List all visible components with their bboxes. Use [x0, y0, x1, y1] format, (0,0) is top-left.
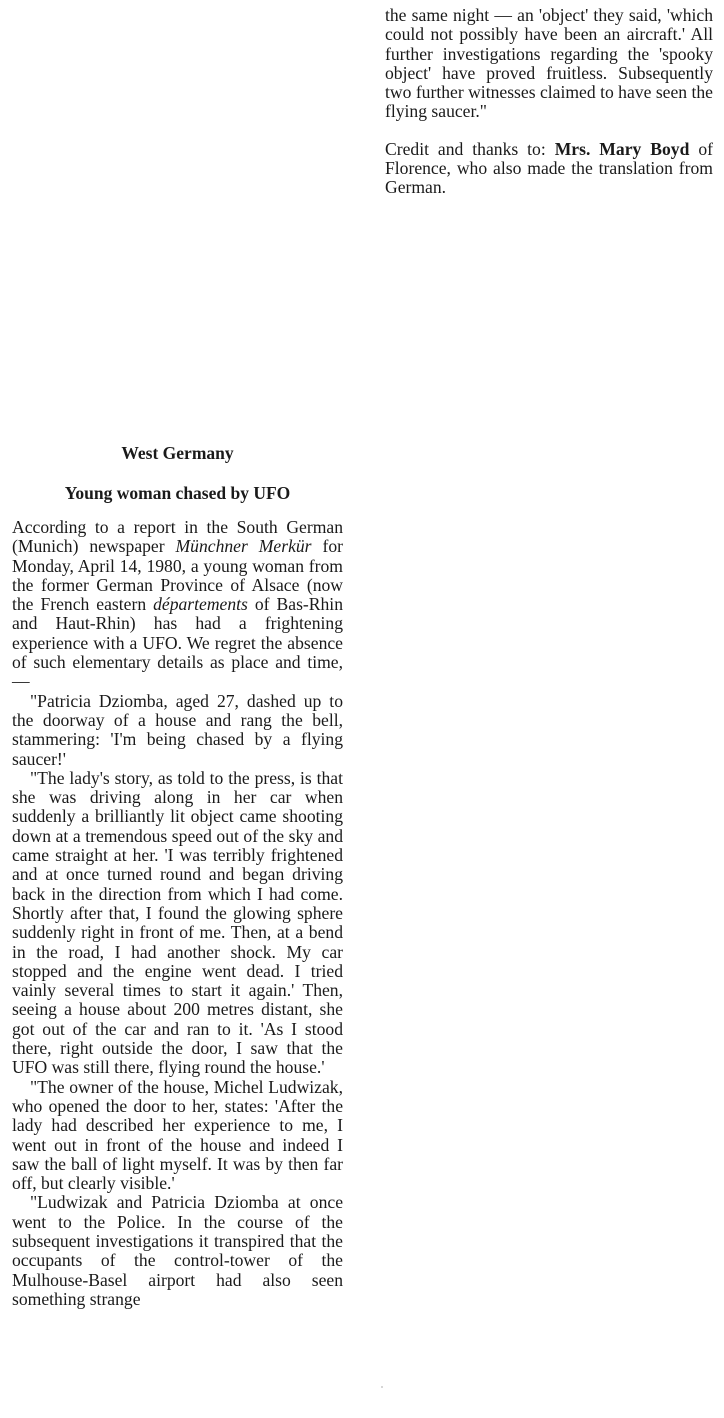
credit-suffix: of Florence, who also made the translation from German.	[385, 138, 713, 198]
credit-name: Mrs. Mary Boyd	[554, 138, 690, 159]
right-column	[385, 6, 713, 198]
departements-term: départements	[153, 594, 248, 615]
paragraph-police: "Ludwizak and Patricia Dziomba at once went to the Police. In the course of the subsequent investigations it transpired that the occupants of the control-tower of the Mulhouse-Basel airport had also seen something strange	[12, 1192, 343, 1309]
credit-prefix: Credit and thanks to:	[385, 138, 555, 159]
continued-paragraph: the same night — an 'object' they said, 'which could not possibly have been an aircraft.' All further investigations regarding the 'spooky object' have proved fruitless. Subsequently two further witnesses claimed to have seen the flying saucer."	[385, 5, 713, 122]
paragraph-doorway: "Patricia Dziomba, aged 27, dashed up to the doorway of a house and rang the bell, stammering: 'I'm being chased by a flying saucer!'	[12, 690, 343, 769]
intro-text-3: of Bas-Rhin and Haut-Rhin) has had a frightening experience with a UFO. We regret the absence of such elementary details as place and time,—	[12, 594, 343, 692]
article-column	[12, 442, 343, 1309]
intro-text-1: According to a report in the South German (Munich) newspaper	[12, 517, 343, 557]
paragraph-owner: "The owner of the house, Michel Ludwizak, who opened the door to her, states: 'After the lady had described her experience to me, I went out in front of the house and indeed I saw the ball of light myself. It was by then far off, but clearly visible.'	[12, 1076, 343, 1194]
intro-paragraph	[12, 518, 343, 692]
section-heading: West Germany	[121, 443, 234, 463]
credit-paragraph	[385, 140, 713, 198]
intro-text-2: for Monday, April 14, 1980, a young woman from the former German Province of Alsace (now the French eastern	[12, 536, 343, 615]
page-speck	[381, 1386, 383, 1388]
newspaper-name: Münchner Merkür	[175, 536, 312, 557]
paragraph-story: "The lady's story, as told to the press, is that she was driving along in her car when suddenly a brilliantly lit object came shooting down at a tremendous speed out of the sky and came straight at her. 'I was terribly frightened and at once turned round and began driving back in the direction from which I had come. Shortly after that, I found the glowing sphere suddenly right in front of me. Then, at a bend in the road, I had another shock. My car stopped and the engine went dead. I tried vainly several times to start it again.' Then, seeing a house about 200 metres distant, she got out of the car and ran to it. 'As I stood there, right outside the door, I saw that the UFO was still there, flying round the house.'	[12, 767, 343, 1078]
article-headline: Young woman chased by UFO	[64, 483, 291, 503]
